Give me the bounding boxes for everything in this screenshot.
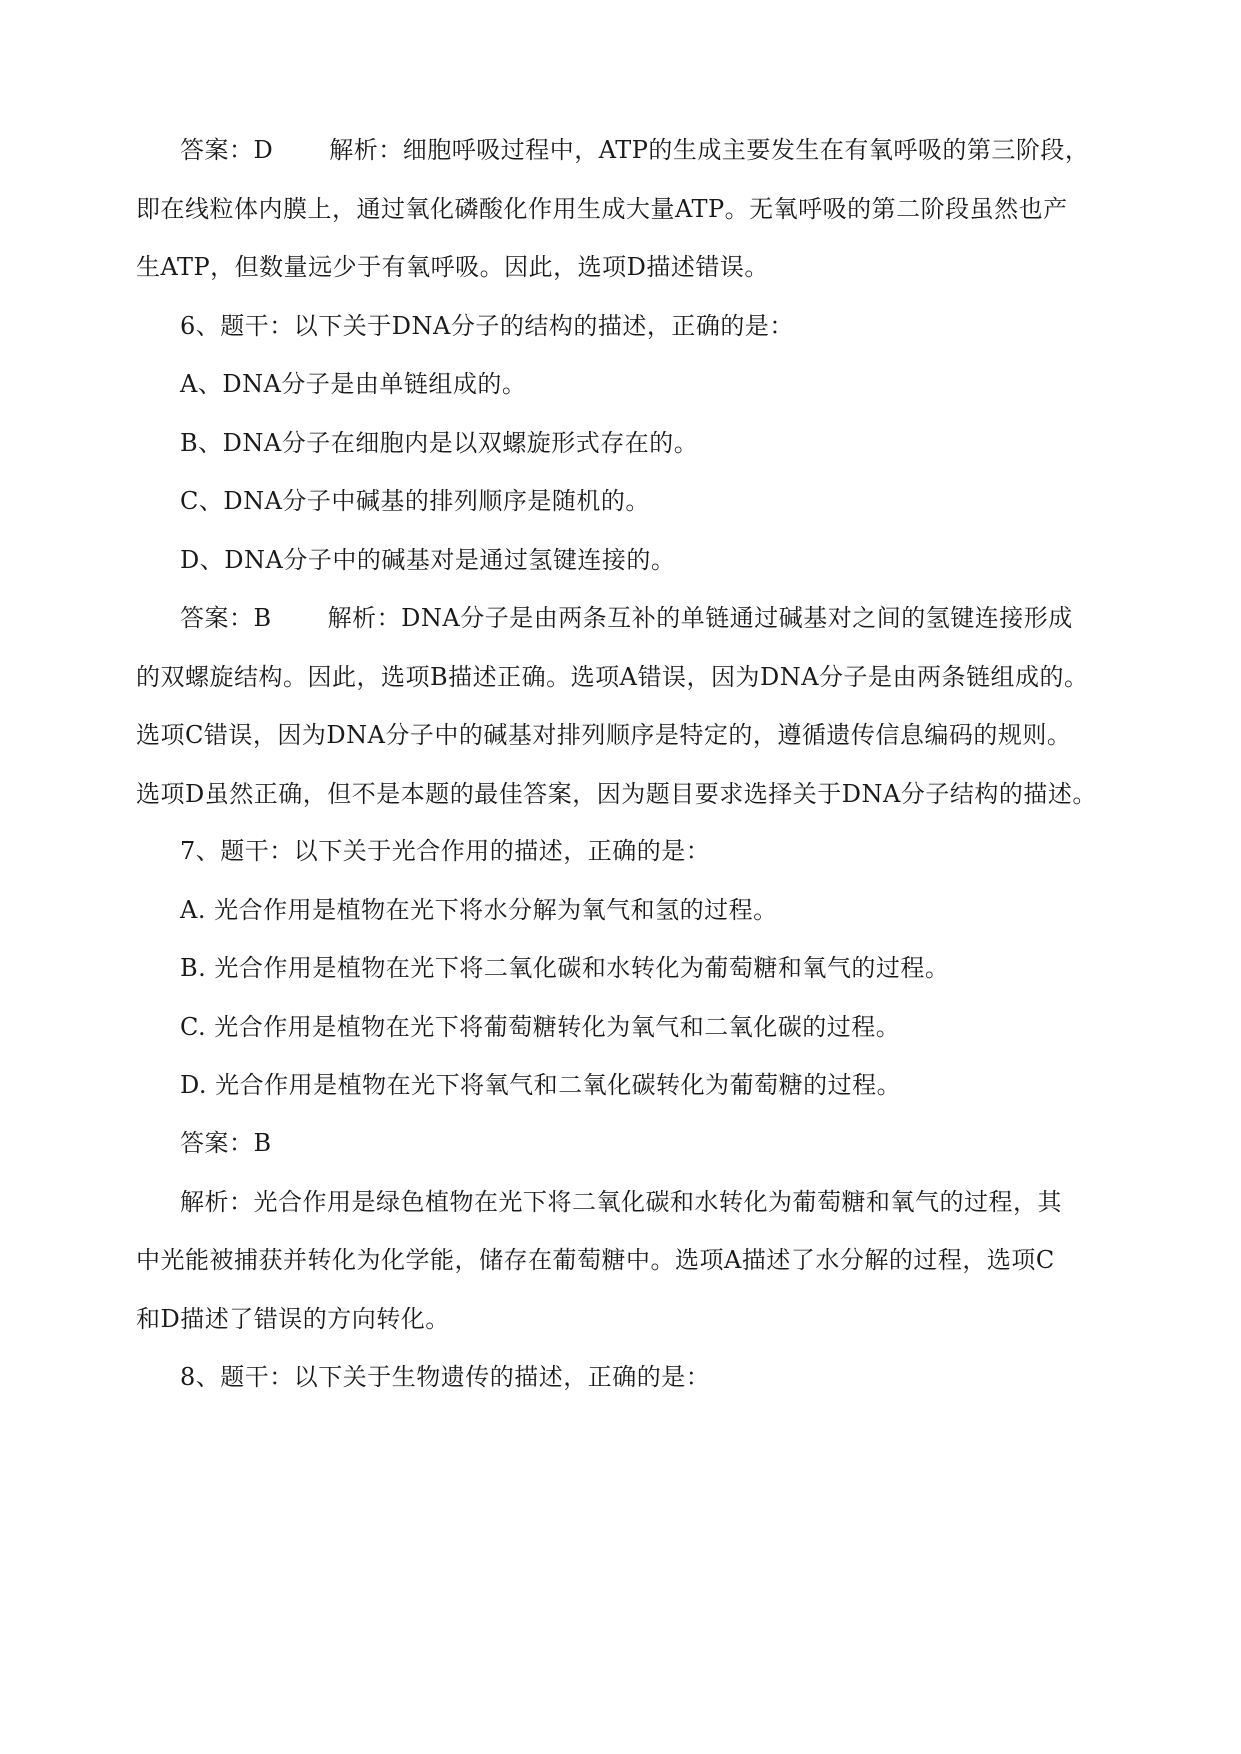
q6-option-d: D、DNA分子中的碱基对是通过氢键连接的。 (180, 546, 676, 574)
q6-explanation-line-2: 的双螺旋结构。因此，选项B描述正确。选项A错误，因为DNA分子是由两条链组成的。 (136, 663, 1089, 691)
q7-option-c: C. 光合作用是植物在光下将葡萄糖转化为氧气和二氧化碳的过程。 (180, 1013, 901, 1041)
q7-option-a: A. 光合作用是植物在光下将水分解为氧气和氢的过程。 (180, 896, 778, 924)
q5-explanation-line-3: 生ATP，但数量远少于有氧呼吸。因此，选项D描述错误。 (136, 253, 769, 281)
q7-explanation-line-2: 中光能被捕获并转化为化学能，储存在葡萄糖中。选项A描述了水分解的过程，选项C (136, 1246, 1055, 1274)
q6-option-c: C、DNA分子中碱基的排列顺序是随机的。 (180, 487, 650, 515)
q8-stem: 8、题干：以下关于生物遗传的描述，正确的是： (180, 1363, 711, 1391)
q7-option-b: B. 光合作用是植物在光下将二氧化碳和水转化为葡萄糖和氧气的过程。 (180, 954, 950, 982)
q5-explanation-line-1: 解析：细胞呼吸过程中，ATP的生成主要发生在有氧呼吸的第三阶段， (329, 136, 1090, 164)
q6-explanation-line-3: 选项C错误，因为DNA分子中的碱基对排列顺序是特定的，遵循遗传信息编码的规则。 (136, 721, 1072, 749)
q6-stem: 6、题干：以下关于DNA分子的结构的描述，正确的是： (180, 312, 794, 340)
q6-explanation-line-1: 解析：DNA分子是由两条互补的单链通过碱基对之间的氢键连接形成 (327, 604, 1073, 632)
q5-explanation-line-2: 即在线粒体内膜上，通过氧化磷酸化作用生成大量ATP。无氧呼吸的第二阶段虽然也产 (136, 195, 1068, 223)
q7-stem: 7、题干：以下关于光合作用的描述，正确的是： (180, 837, 711, 865)
q6-answer-line (180, 603, 1073, 633)
q5-answer-line (180, 135, 1089, 165)
q6-option-a: A、DNA分子是由单链组成的。 (180, 370, 527, 398)
q7-explanation-line-1: 解析：光合作用是绿色植物在光下将二氧化碳和水转化为葡萄糖和氧气的过程，其 (180, 1188, 1062, 1216)
q6-explanation-line-4: 选项D虽然正确，但不是本题的最佳答案，因为题目要求选择关于DNA分子结构的描述。 (136, 780, 1097, 808)
q7-explanation-line-3: 和D描述了错误的方向转化。 (136, 1305, 450, 1333)
q7-answer-label: 答案：B (180, 1129, 272, 1157)
q6-answer-label: 答案：B (180, 604, 272, 632)
q5-answer-label: 答案：D (180, 136, 274, 164)
q7-option-d: D. 光合作用是植物在光下将氧气和二氧化碳转化为葡萄糖的过程。 (180, 1071, 902, 1099)
q6-option-b: B、DNA分子在细胞内是以双螺旋形式存在的。 (180, 429, 699, 457)
